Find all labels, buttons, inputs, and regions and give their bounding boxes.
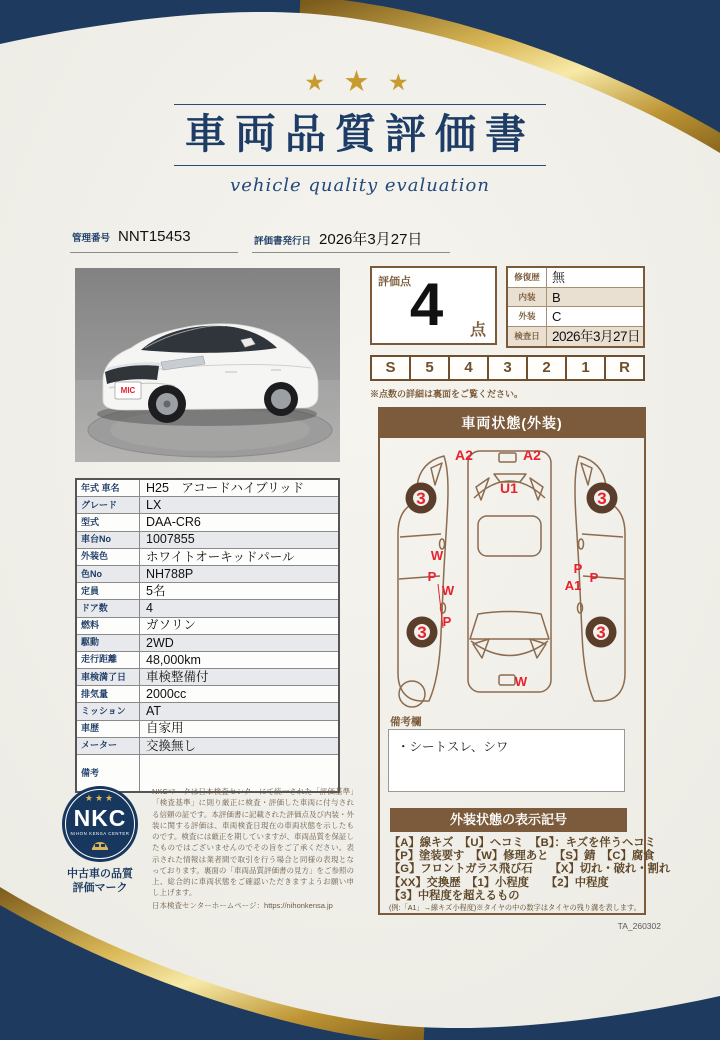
pillar-left xyxy=(476,478,489,500)
remarks-box xyxy=(388,729,625,792)
license-plate-text: MIC xyxy=(120,386,136,395)
certificate-subtitle: vehicle quality evaluation xyxy=(230,175,490,197)
rear-window xyxy=(470,612,549,640)
spec-value: 4 xyxy=(140,600,340,617)
star-icon: ★ xyxy=(343,66,377,98)
spec-label: 燃料 xyxy=(76,617,140,634)
legend-line: 【P】塗装要す 【W】修理あと 【S】錆 【C】腐食 xyxy=(389,850,655,863)
damage-mark: W xyxy=(514,674,528,689)
nkc-logo xyxy=(62,786,138,862)
spec-label: グレード xyxy=(76,497,140,514)
control-number-label: 管理番号 xyxy=(72,233,111,244)
spec-value: 1007855 xyxy=(140,531,340,548)
legend-line: 【3】中程度を超えるもの xyxy=(389,889,520,902)
grade-label: 外装 xyxy=(507,307,547,327)
meta-row xyxy=(70,228,450,253)
grade-value: B xyxy=(547,287,645,307)
spec-value: H25 アコードハイブリッド xyxy=(140,479,340,497)
spec-label: 備考 xyxy=(76,755,140,793)
spec-label: 車検満了日 xyxy=(76,669,140,686)
spec-label: 排気量 xyxy=(76,686,140,703)
legend-line: 【XX】交換歴 【1】小程度 【2】中程度 xyxy=(389,876,609,889)
spec-value: 自家用 xyxy=(140,720,340,737)
issue-date-value: 2026年3月27日 xyxy=(319,231,423,248)
nkc-caption xyxy=(58,867,142,896)
spec-label: 外装色 xyxy=(76,548,140,565)
nkc-car-icon xyxy=(62,839,138,857)
star-icon: ★ xyxy=(304,69,333,95)
table-row xyxy=(507,307,644,327)
tire-tread-value: 3 xyxy=(416,489,426,508)
spare-tire xyxy=(399,681,425,707)
legend-line: 【G】フロントガラス飛び石 【X】切れ・破れ・割れ xyxy=(389,863,671,876)
grade-table xyxy=(506,266,645,348)
damage-mark: P xyxy=(573,561,583,576)
damage-mark: P xyxy=(427,569,437,584)
damage-mark: A1 xyxy=(564,578,582,593)
rear-rim xyxy=(271,389,291,409)
grade-value: 2026年3月27日 xyxy=(547,327,645,347)
condition-panel-title: 車両状態(外装) xyxy=(380,409,644,438)
table-row xyxy=(76,600,339,617)
table-row xyxy=(76,514,339,531)
control-number-group xyxy=(70,228,238,253)
spec-label: ミッション xyxy=(76,703,140,720)
legend-note: (例:「A1」→線キズ小程度)※タイヤの中の数字はタイヤの残り溝を表します。 xyxy=(389,903,641,912)
issue-date-label: 評価書発行日 xyxy=(254,236,312,247)
damage-mark: W xyxy=(430,548,444,563)
damage-mark: U1 xyxy=(500,480,518,496)
table-row xyxy=(76,634,339,651)
grade-label: 検査日 xyxy=(507,327,547,347)
spec-label: 年式 車名 xyxy=(76,479,140,497)
table-row xyxy=(76,703,339,720)
nkc-name: NKC xyxy=(73,805,127,831)
grade-value: C xyxy=(547,307,645,327)
nkc-description-column xyxy=(152,786,354,911)
scale-cell: 5 xyxy=(411,357,450,379)
grade-label: 内装 xyxy=(507,287,547,307)
front-plate-slot xyxy=(499,453,516,462)
damage-marks-group xyxy=(416,447,606,689)
spec-value: DAA-CR6 xyxy=(140,514,340,531)
condition-diagram xyxy=(380,440,643,712)
rear-pillar-left xyxy=(473,639,489,658)
table-row xyxy=(507,267,644,287)
front-hub xyxy=(164,401,171,408)
table-row xyxy=(76,531,339,548)
spec-label: 色No xyxy=(76,565,140,582)
spec-table xyxy=(75,478,340,793)
header-stars xyxy=(0,68,720,97)
control-number-value: NNT15453 xyxy=(118,228,191,245)
spec-label: メーター xyxy=(76,737,140,754)
rear-pillar-right xyxy=(530,639,546,658)
scale-cell: R xyxy=(619,359,630,376)
spec-value: LX xyxy=(140,497,340,514)
spec-value: ガソリン xyxy=(140,617,340,634)
scale-cell: 1 xyxy=(567,357,606,379)
spec-label: 駆動 xyxy=(76,634,140,651)
tire-tread-value: 3 xyxy=(417,623,427,642)
table-row xyxy=(507,287,644,307)
trunk-arc xyxy=(471,641,548,656)
table-row xyxy=(76,651,339,668)
star-icon: ★ xyxy=(387,69,416,95)
table-row xyxy=(76,737,339,754)
table-row xyxy=(76,720,339,737)
vehicle-photo-drawing xyxy=(75,268,340,462)
remarks-text: ・シートスレ、シワ xyxy=(397,740,509,754)
score-unit: 点 xyxy=(469,322,486,339)
damage-mark: A2 xyxy=(523,447,541,463)
score-box xyxy=(370,266,497,345)
nkc-subname: NIHON KENSA CENTER xyxy=(70,831,130,836)
tires-group xyxy=(406,483,618,648)
nkc-logo-column xyxy=(58,786,142,911)
scale-cell: 3 xyxy=(489,357,528,379)
table-row xyxy=(76,479,339,497)
pillar-right xyxy=(530,478,543,500)
damage-mark: P xyxy=(589,570,599,585)
score-value: 4 xyxy=(409,271,444,338)
scale-cell: 2 xyxy=(528,357,567,379)
spec-value: AT xyxy=(140,703,340,720)
spec-label: 車歴 xyxy=(76,720,140,737)
header-rule-bottom xyxy=(174,165,546,166)
nkc-caption-line1: 中古車の品質 xyxy=(67,868,133,880)
scale-cell: S xyxy=(372,357,411,379)
spec-label: ドア数 xyxy=(76,600,140,617)
tire-tread-value: 3 xyxy=(596,623,606,642)
spec-label: 定員 xyxy=(76,583,140,600)
certificate-header xyxy=(0,68,720,196)
condition-panel xyxy=(378,407,671,915)
table-row xyxy=(76,497,339,514)
nkc-description: NKCマークは日本検査センターにて統一された「評価基準」「検査基準」に則り厳正に検査・評価した車両に付与される信頼の証です。本評価書に記載された評価点及び内装・外装に関する評価は、車両検査日現在の車両状態を示したものです。検査には厳正を期していますが、車両品質を保証したものではございませんのでその旨をご了承ください。表示された情報は業者間で取引を行う場合と同様の表現となっております。裏面の「車両品質評価書の見方」をご参照の上、総合的に車両状態をご確認いただきますようお願い申し上げます。 xyxy=(152,787,354,898)
damage-mark: A2 xyxy=(455,447,473,463)
rear-plate-slot xyxy=(499,675,515,685)
spec-value: 交換無し xyxy=(140,737,340,754)
spec-value: 2000cc xyxy=(140,686,340,703)
legend-lines xyxy=(389,837,671,903)
legend-line: 【A】線キズ 【U】ヘコミ 【B】：キズを伴うヘコミ xyxy=(389,837,656,849)
grade-label: 修復歴 xyxy=(507,267,547,287)
vehicle-photo xyxy=(75,268,340,462)
table-row xyxy=(507,327,644,347)
score-label: 評価点 xyxy=(378,276,411,288)
spec-value: 5名 xyxy=(140,583,340,600)
spec-label: 車台No xyxy=(76,531,140,548)
damage-mark: W xyxy=(441,583,455,598)
roof xyxy=(478,516,541,556)
damage-mark: P xyxy=(442,614,452,629)
tire-tread-value: 3 xyxy=(597,489,607,508)
spec-label: 走行距離 xyxy=(76,651,140,668)
certificate-title: 車両品質評価書 xyxy=(185,111,535,157)
spec-value: 車検整備付 xyxy=(140,669,340,686)
nkc-block xyxy=(58,786,354,911)
spec-value: NH788P xyxy=(140,565,340,582)
legend-title: 外装状態の表示記号 xyxy=(390,808,627,832)
nkc-stars-icon: ★★★ xyxy=(84,793,116,803)
header-rule-top xyxy=(174,104,546,105)
nkc-caption-line2: 評価マーク xyxy=(72,882,128,895)
nkc-homepage: 日本検査センターホームページ：https://nihonkensa.jp xyxy=(152,900,333,910)
scale-note: ※点数の詳細は裏面をご覧ください。 xyxy=(370,389,524,399)
scale-cell: 4 xyxy=(450,357,489,379)
table-row xyxy=(76,583,339,600)
form-code: TA_260302 xyxy=(617,921,661,931)
table-row xyxy=(76,669,339,686)
spec-label: 型式 xyxy=(76,514,140,531)
issue-date-group xyxy=(252,228,450,253)
score-scale xyxy=(370,355,645,381)
remarks-label: 備考欄 xyxy=(390,716,422,728)
spec-value: ホワイトオーキッドパール xyxy=(140,548,340,565)
table-row xyxy=(76,565,339,582)
spec-value: 48,000km xyxy=(140,651,340,668)
table-row xyxy=(76,686,339,703)
table-row xyxy=(76,548,339,565)
table-row xyxy=(76,617,339,634)
grade-value: 無 xyxy=(547,267,645,287)
spec-value: 2WD xyxy=(140,634,340,651)
